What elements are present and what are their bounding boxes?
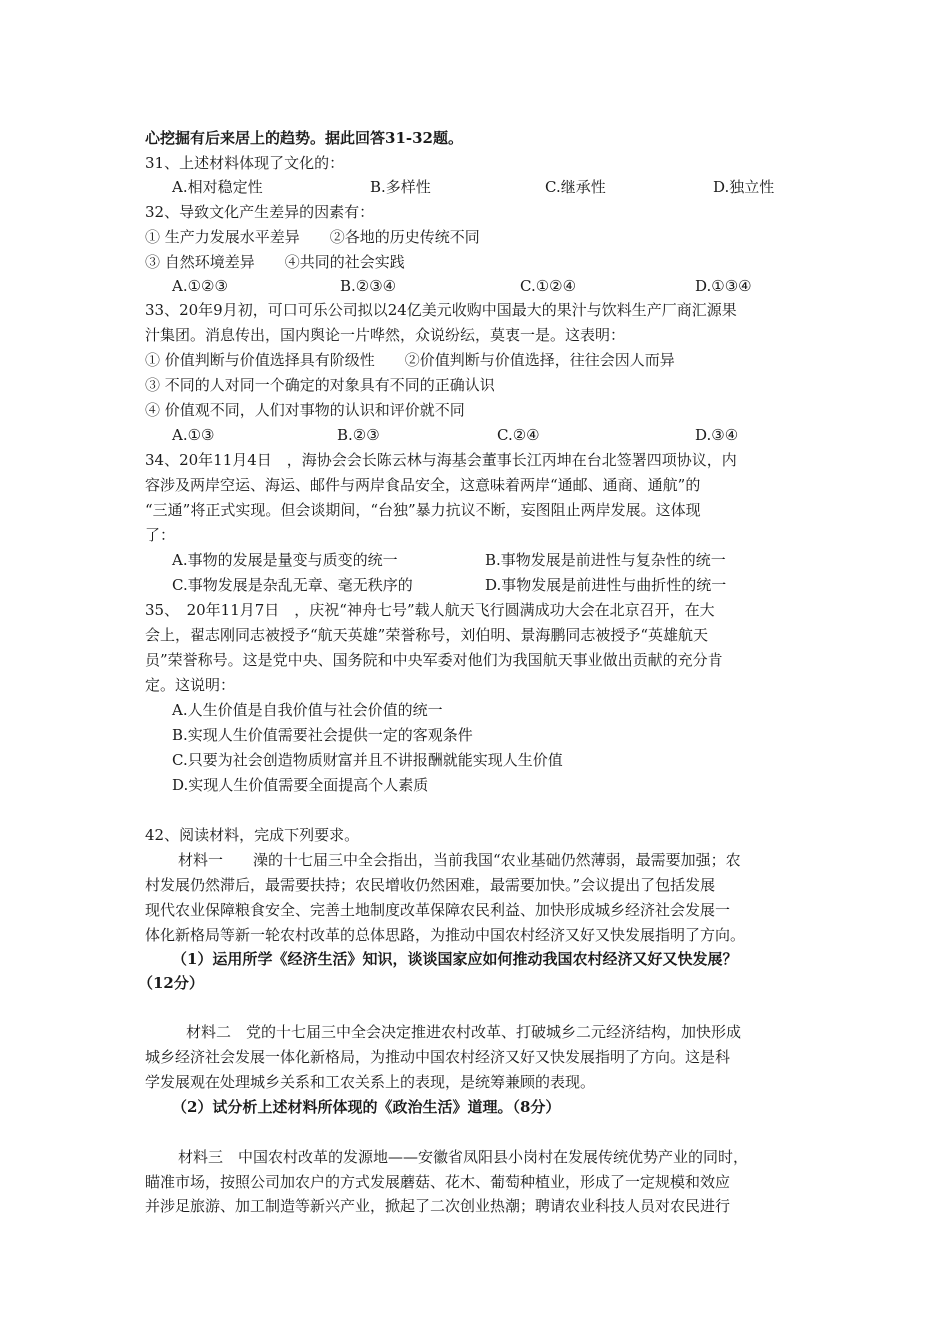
q31-option-a: A.相对稳定性 [172,178,263,196]
q33-statement-2: ③ 不同的人对同一个确定的对象具有不同的正确认识 [145,376,495,394]
q42-subquestion-2: （2）试分析上述材料所体现的《政治生活》道理。（8分） [172,1098,561,1116]
q33-stem-line-1: 33、20年9月初，可口可乐公司拟以24亿美元收购中国最大的果汁与饮料生产厂商汇源果 [145,301,737,319]
q42-material-1-line-3: 现代农业保障粮食安全、完善土地制度改革保障农民利益、加快形成城乡经济社会发展一 [145,901,731,919]
q35-stem-line-2: 会上，翟志刚同志被授予“航天英雄”荣誉称号，刘伯明、景海鹏同志被授予“英雄航天 [145,626,709,644]
q31-option-c: C.继承性 [545,178,606,196]
q34-stem-line-2: 容涉及两岸空运、海运、邮件与两岸食品安全，这意味着两岸“通邮、通商、通航”的 [145,476,701,494]
q42-material-1-line-4: 体化新格局等新一轮农村改革的总体思路，为推动中国农村经济又好又快发展指明了方向。 [145,926,746,944]
q33-option-b: B.②③ [337,426,380,444]
q32-option-b: B.②③④ [340,277,397,295]
q42-material-1-line-2: 村发展仍然滞后，最需要扶持；农民增收仍然困难，最需要加快。”会议提出了包括发展 [145,876,716,894]
q35-option-c: C.只要为社会创造物质财富并且不讲报酬就能实现人生价值 [172,751,563,769]
q32-statement-2: ③ 自然环境差异 ④共同的社会实践 [145,253,405,271]
q31-option-d: D.独立性 [713,178,775,196]
q42-stem: 42、阅读材料，完成下列要求。 [145,826,360,844]
q34-stem-line-4: 了： [145,526,176,544]
q35-option-b: B.实现人生价值需要社会提供一定的客观条件 [172,726,473,744]
q34-option-b: B.事物发展是前进性与复杂性的统一 [485,551,726,569]
q34-option-c: C.事物发展是杂乱无章、毫无秩序的 [172,576,413,594]
q42-material-3-line-3: 并涉足旅游、加工制造等新兴产业，掀起了二次创业热潮；聘请农业科技人员对农民进行 [145,1197,731,1215]
q33-option-d: D.③④ [695,426,739,444]
q42-material-2-line-2: 城乡经济社会发展一体化新格局，为推动中国农村经济又好又快发展指明了方向。这是科 [145,1048,731,1066]
q42-material-2-line-1: 材料二 党的十七届三中全会决定推进农村改革、打破城乡二元经济结构，加快形成 [186,1023,742,1041]
q35-stem-line-4: 定。这说明： [145,676,236,694]
q33-stem-line-2: 汁集团。消息传出，国内舆论一片哗然，众说纷纭，莫衷一是。这表明： [145,326,626,344]
q35-option-d: D.实现人生价值需要全面提高个人素质 [172,776,429,794]
q31-option-b: B.多样性 [370,178,431,196]
q42-material-3-line-2: 瞄准市场，按照公司加农户的方式发展蘑菇、花木、葡萄种植业，形成了一定规模和效应 [145,1173,731,1191]
q32-stem: 32、导致文化产生差异的因素有： [145,203,375,221]
q33-option-c: C.②④ [497,426,540,444]
q32-option-c: C.①②④ [520,277,577,295]
q42-material-3-line-1: 材料三 中国农村改革的发源地——安徽省凤阳县小岗村在发展传统优势产业的同时， [178,1148,749,1166]
q35-option-a: A.人生价值是自我价值与社会价值的统一 [172,701,443,719]
q31-stem: 31、上述材料体现了文化的： [145,154,345,172]
q32-option-d: D.①③④ [695,277,752,295]
q32-statement-1: ① 生产力发展水平差异 ②各地的历史传统不同 [145,228,480,246]
q32-option-a: A.①②③ [172,277,228,295]
q42-material-1-line-1: 材料一 澡的十七届三中全会指出，当前我国“农业基础仍然薄弱，最需要加强；农 [178,851,741,869]
q42-material-2-line-3: 学发展观在处理城乡关系和工农关系上的表现，是统筹兼顾的表现。 [145,1073,596,1091]
intro-line: 心挖掘有后来居上的趋势。据此回答31-32题。 [145,129,463,147]
q33-statement-3: ④ 价值观不同，人们对事物的认识和评价就不同 [145,401,465,419]
q34-stem-line-3: “三通”将正式实现。但会谈期间，“台独”暴力抗议不断，妄图阻止两岸发展。这体现 [145,501,701,519]
q34-stem-line-1: 34、20年11月4日 ，海协会会长陈云林与海基会董事长江丙坤在台北签署四项协议，内 [145,451,737,469]
q34-option-d: D.事物发展是前进性与曲折性的统一 [485,576,727,594]
q33-statement-1: ① 价值判断与价值选择具有阶级性 ②价值判断与价值选择，往往会因人而异 [145,351,675,369]
q42-subquestion-1-line-2: （12分） [138,974,204,992]
q34-option-a: A.事物的发展是量变与质变的统一 [172,551,398,569]
q35-stem-line-1: 35、 20年11月7日 ，庆祝“神舟七号”载人航天飞行圆满成功大会在北京召开，在大 [145,601,715,619]
q42-subquestion-1-line-1: （1）运用所学《经济生活》知识，谈谈国家应如何推动我国农村经济又好又快发展？ [172,950,738,968]
q35-stem-line-3: 员”荣誉称号。这是党中央、国务院和中央军委对他们为我国航天事业做出贡献的充分肯 [145,651,723,669]
q33-option-a: A.①③ [172,426,215,444]
